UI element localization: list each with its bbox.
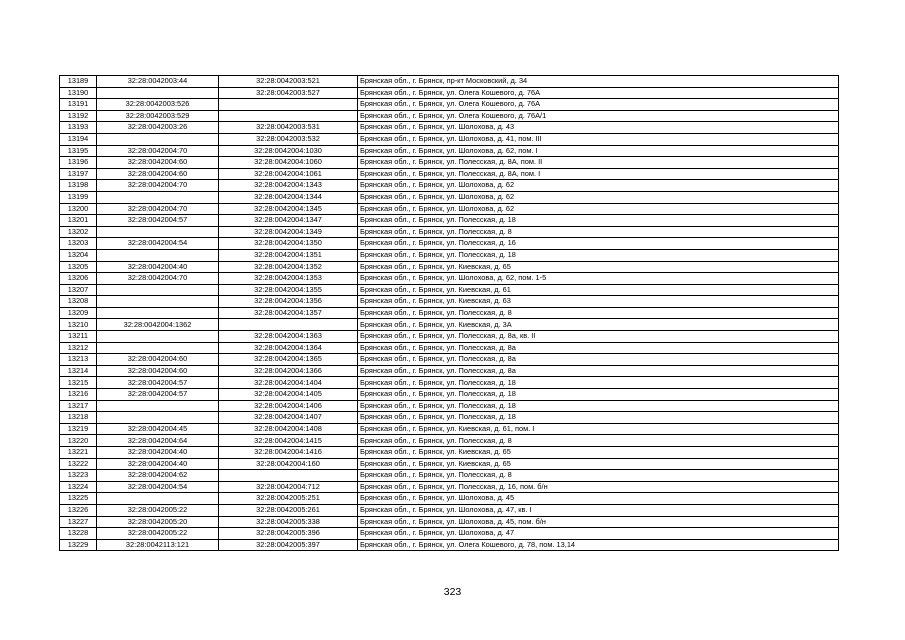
parent-cadastral-number-cell: 32:28:0042004:54 bbox=[97, 481, 219, 493]
cadastral-number-cell: 32:28:0042004:1356 bbox=[219, 296, 358, 308]
cadastral-number-cell: 32:28:0042004:1357 bbox=[219, 307, 358, 319]
address-cell: Брянская обл., г. Брянск, ул. Полесская, д. 16, пом. б/н bbox=[358, 481, 839, 493]
cadastral-number-cell: 32:28:0042004:1366 bbox=[219, 365, 358, 377]
row-number-cell: 13224 bbox=[60, 481, 97, 493]
row-number-cell: 13211 bbox=[60, 331, 97, 343]
row-number-cell: 13218 bbox=[60, 412, 97, 424]
row-number-cell: 13212 bbox=[60, 342, 97, 354]
row-number-cell: 13227 bbox=[60, 516, 97, 528]
cadastral-registry-table bbox=[59, 75, 839, 551]
table-row bbox=[60, 110, 839, 122]
table-row bbox=[60, 412, 839, 424]
row-number-cell: 13215 bbox=[60, 377, 97, 389]
table-row bbox=[60, 365, 839, 377]
parent-cadastral-number-cell: 32:28:0042004:70 bbox=[97, 203, 219, 215]
cadastral-number-cell: 32:28:0042005:396 bbox=[219, 528, 358, 540]
cadastral-number-cell: 32:28:0042004:1352 bbox=[219, 261, 358, 273]
table-row bbox=[60, 273, 839, 285]
parent-cadastral-number-cell: 32:28:0042004:1362 bbox=[97, 319, 219, 331]
parent-cadastral-number-cell bbox=[97, 296, 219, 308]
cadastral-number-cell: 32:28:0042003:532 bbox=[219, 133, 358, 145]
table-row bbox=[60, 528, 839, 540]
table-row bbox=[60, 296, 839, 308]
cadastral-number-cell: 32:28:0042004:1406 bbox=[219, 400, 358, 412]
address-cell: Брянская обл., г. Брянск, ул. Киевская, д. 3А bbox=[358, 319, 839, 331]
registry-table-body bbox=[60, 76, 839, 551]
row-number-cell: 13190 bbox=[60, 87, 97, 99]
cadastral-number-cell: 32:28:0042005:251 bbox=[219, 493, 358, 505]
cadastral-number-cell: 32:28:0042003:531 bbox=[219, 122, 358, 134]
address-cell: Брянская обл., г. Брянск, ул. Полесская, д. 8А, пом. I bbox=[358, 168, 839, 180]
cadastral-number-cell: 32:28:0042004:1407 bbox=[219, 412, 358, 424]
parent-cadastral-number-cell: 32:28:0042003:526 bbox=[97, 99, 219, 111]
row-number-cell: 13220 bbox=[60, 435, 97, 447]
parent-cadastral-number-cell: 32:28:0042004:60 bbox=[97, 157, 219, 169]
address-cell: Брянская обл., г. Брянск, ул. Полесская, д. 8а, кв. II bbox=[358, 331, 839, 343]
table-row bbox=[60, 331, 839, 343]
table-row bbox=[60, 539, 839, 551]
parent-cadastral-number-cell: 32:28:0042004:40 bbox=[97, 458, 219, 470]
cadastral-number-cell: 32:28:0042004:1355 bbox=[219, 284, 358, 296]
parent-cadastral-number-cell: 32:28:0042004:40 bbox=[97, 261, 219, 273]
address-cell: Брянская обл., г. Брянск, ул. Олега Кошевого, д. 76А bbox=[358, 99, 839, 111]
page-number: 323 bbox=[443, 586, 462, 598]
table-row bbox=[60, 168, 839, 180]
parent-cadastral-number-cell: 32:28:0042004:45 bbox=[97, 423, 219, 435]
address-cell: Брянская обл., г. Брянск, ул. Олега Кошевого, д. 76А bbox=[358, 87, 839, 99]
row-number-cell: 13206 bbox=[60, 273, 97, 285]
row-number-cell: 13217 bbox=[60, 400, 97, 412]
table-row bbox=[60, 76, 839, 88]
table-row bbox=[60, 122, 839, 134]
parent-cadastral-number-cell: 32:28:0042004:70 bbox=[97, 145, 219, 157]
row-number-cell: 13195 bbox=[60, 145, 97, 157]
address-cell: Брянская обл., г. Брянск, ул. Киевская, д. 65 bbox=[358, 447, 839, 459]
table-row bbox=[60, 145, 839, 157]
table-row bbox=[60, 180, 839, 192]
address-cell: Брянская обл., г. Брянск, ул. Полесская, д. 8А, пом. II bbox=[358, 157, 839, 169]
parent-cadastral-number-cell bbox=[97, 331, 219, 343]
parent-cadastral-number-cell: 32:28:0042003:44 bbox=[97, 76, 219, 88]
address-cell: Брянская обл., г. Брянск, пр-кт Московский, д. 34 bbox=[358, 76, 839, 88]
row-number-cell: 13228 bbox=[60, 528, 97, 540]
table-row bbox=[60, 99, 839, 111]
cadastral-number-cell: 32:28:0042004:712 bbox=[219, 481, 358, 493]
row-number-cell: 13209 bbox=[60, 307, 97, 319]
parent-cadastral-number-cell: 32:28:0042004:57 bbox=[97, 215, 219, 227]
address-cell: Брянская обл., г. Брянск, ул. Полесская, д. 18 bbox=[358, 389, 839, 401]
table-row bbox=[60, 133, 839, 145]
address-cell: Брянская обл., г. Брянск, ул. Полесская, д. 8а bbox=[358, 354, 839, 366]
table-row bbox=[60, 226, 839, 238]
address-cell: Брянская обл., г. Брянск, ул. Олега Кошевого, д. 78, пом. 13,14 bbox=[358, 539, 839, 551]
address-cell: Брянская обл., г. Брянск, ул. Полесская, д. 8 bbox=[358, 226, 839, 238]
parent-cadastral-number-cell: 32:28:0042004:70 bbox=[97, 273, 219, 285]
parent-cadastral-number-cell: 32:28:0042004:60 bbox=[97, 354, 219, 366]
row-number-cell: 13207 bbox=[60, 284, 97, 296]
table-row bbox=[60, 423, 839, 435]
cadastral-number-cell: 32:28:0042004:1363 bbox=[219, 331, 358, 343]
row-number-cell: 13196 bbox=[60, 157, 97, 169]
parent-cadastral-number-cell: 32:28:0042004:62 bbox=[97, 470, 219, 482]
table-row bbox=[60, 215, 839, 227]
address-cell: Брянская обл., г. Брянск, ул. Полесская, д. 8а bbox=[358, 342, 839, 354]
table-row bbox=[60, 481, 839, 493]
parent-cadastral-number-cell bbox=[97, 400, 219, 412]
address-cell: Брянская обл., г. Брянск, ул. Полесская, д. 18 bbox=[358, 215, 839, 227]
address-cell: Брянская обл., г. Брянск, ул. Шолохова, д. 62, пом. I bbox=[358, 145, 839, 157]
cadastral-number-cell: 32:28:0042004:1061 bbox=[219, 168, 358, 180]
address-cell: Брянская обл., г. Брянск, ул. Шолохова, д. 62 bbox=[358, 180, 839, 192]
row-number-cell: 13210 bbox=[60, 319, 97, 331]
row-number-cell: 13193 bbox=[60, 122, 97, 134]
cadastral-number-cell: 32:28:0042004:1416 bbox=[219, 447, 358, 459]
cadastral-number-cell: 32:28:0042003:521 bbox=[219, 76, 358, 88]
address-cell: Брянская обл., г. Брянск, ул. Шолохова, д. 43 bbox=[358, 122, 839, 134]
address-cell: Брянская обл., г. Брянск, ул. Шолохова, д. 47 bbox=[358, 528, 839, 540]
parent-cadastral-number-cell: 32:28:0042004:60 bbox=[97, 168, 219, 180]
table-row bbox=[60, 516, 839, 528]
row-number-cell: 13219 bbox=[60, 423, 97, 435]
cadastral-number-cell bbox=[219, 470, 358, 482]
table-row bbox=[60, 307, 839, 319]
address-cell: Брянская обл., г. Брянск, ул. Полесская, д. 8а bbox=[358, 365, 839, 377]
address-cell: Брянская обл., г. Брянск, ул. Шолохова, д. 47, кв. I bbox=[358, 504, 839, 516]
address-cell: Брянская обл., г. Брянск, ул. Полесская, д. 18 bbox=[358, 377, 839, 389]
row-number-cell: 13191 bbox=[60, 99, 97, 111]
address-cell: Брянская обл., г. Брянск, ул. Киевская, д. 61 bbox=[358, 284, 839, 296]
parent-cadastral-number-cell bbox=[97, 493, 219, 505]
cadastral-number-cell: 32:28:0042004:1349 bbox=[219, 226, 358, 238]
table-row bbox=[60, 400, 839, 412]
table-row bbox=[60, 342, 839, 354]
cadastral-number-cell: 32:28:0042005:397 bbox=[219, 539, 358, 551]
cadastral-number-cell: 32:28:0042004:1404 bbox=[219, 377, 358, 389]
cadastral-number-cell: 32:28:0042004:1347 bbox=[219, 215, 358, 227]
row-number-cell: 13214 bbox=[60, 365, 97, 377]
table-row bbox=[60, 284, 839, 296]
row-number-cell: 13189 bbox=[60, 76, 97, 88]
parent-cadastral-number-cell bbox=[97, 249, 219, 261]
parent-cadastral-number-cell: 32:28:0042004:64 bbox=[97, 435, 219, 447]
parent-cadastral-number-cell bbox=[97, 133, 219, 145]
cadastral-number-cell: 32:28:0042004:1364 bbox=[219, 342, 358, 354]
cadastral-number-cell: 32:28:0042004:1343 bbox=[219, 180, 358, 192]
parent-cadastral-number-cell: 32:28:0042004:60 bbox=[97, 365, 219, 377]
row-number-cell: 13208 bbox=[60, 296, 97, 308]
address-cell: Брянская обл., г. Брянск, ул. Шолохова, д. 62, пом. 1-5 bbox=[358, 273, 839, 285]
address-cell: Брянская обл., г. Брянск, ул. Шолохова, д. 62 bbox=[358, 203, 839, 215]
parent-cadastral-number-cell: 32:28:0042004:57 bbox=[97, 377, 219, 389]
address-cell: Брянская обл., г. Брянск, ул. Полесская, д. 8 bbox=[358, 435, 839, 447]
address-cell: Брянская обл., г. Брянск, ул. Полесская, д. 18 bbox=[358, 412, 839, 424]
row-number-cell: 13213 bbox=[60, 354, 97, 366]
address-cell: Брянская обл., г. Брянск, ул. Олега Кошевого, д. 76А/1 bbox=[358, 110, 839, 122]
row-number-cell: 13229 bbox=[60, 539, 97, 551]
table-row bbox=[60, 261, 839, 273]
address-cell: Брянская обл., г. Брянск, ул. Киевская, д. 63 bbox=[358, 296, 839, 308]
table-row bbox=[60, 493, 839, 505]
address-cell: Брянская обл., г. Брянск, ул. Полесская, д. 8 bbox=[358, 470, 839, 482]
address-cell: Брянская обл., г. Брянск, ул. Шолохова, д. 45, пом. б/н bbox=[358, 516, 839, 528]
parent-cadastral-number-cell bbox=[97, 87, 219, 99]
table-row bbox=[60, 435, 839, 447]
address-cell: Брянская обл., г. Брянск, ул. Киевская, д. 61, пом. I bbox=[358, 423, 839, 435]
row-number-cell: 13199 bbox=[60, 191, 97, 203]
row-number-cell: 13198 bbox=[60, 180, 97, 192]
cadastral-number-cell: 32:28:0042005:338 bbox=[219, 516, 358, 528]
row-number-cell: 13192 bbox=[60, 110, 97, 122]
cadastral-number-cell bbox=[219, 99, 358, 111]
cadastral-number-cell: 32:28:0042004:1344 bbox=[219, 191, 358, 203]
cadastral-number-cell: 32:28:0042004:1365 bbox=[219, 354, 358, 366]
parent-cadastral-number-cell: 32:28:0042005:22 bbox=[97, 504, 219, 516]
table-row bbox=[60, 191, 839, 203]
table-row bbox=[60, 157, 839, 169]
parent-cadastral-number-cell bbox=[97, 226, 219, 238]
row-number-cell: 13204 bbox=[60, 249, 97, 261]
cadastral-number-cell: 32:28:0042004:160 bbox=[219, 458, 358, 470]
cadastral-number-cell: 32:28:0042004:1350 bbox=[219, 238, 358, 250]
table-row bbox=[60, 203, 839, 215]
cadastral-number-cell: 32:28:0042004:1405 bbox=[219, 389, 358, 401]
row-number-cell: 13221 bbox=[60, 447, 97, 459]
parent-cadastral-number-cell: 32:28:0042004:40 bbox=[97, 447, 219, 459]
table-row bbox=[60, 458, 839, 470]
cadastral-number-cell: 32:28:0042004:1345 bbox=[219, 203, 358, 215]
table-row bbox=[60, 447, 839, 459]
table-row bbox=[60, 470, 839, 482]
row-number-cell: 13203 bbox=[60, 238, 97, 250]
parent-cadastral-number-cell: 32:28:0042005:20 bbox=[97, 516, 219, 528]
row-number-cell: 13223 bbox=[60, 470, 97, 482]
row-number-cell: 13194 bbox=[60, 133, 97, 145]
parent-cadastral-number-cell: 32:28:0042004:70 bbox=[97, 180, 219, 192]
parent-cadastral-number-cell: 32:28:0042004:57 bbox=[97, 389, 219, 401]
cadastral-number-cell: 32:28:0042004:1408 bbox=[219, 423, 358, 435]
cadastral-number-cell bbox=[219, 319, 358, 331]
cadastral-number-cell: 32:28:0042004:1415 bbox=[219, 435, 358, 447]
table-row bbox=[60, 319, 839, 331]
address-cell: Брянская обл., г. Брянск, ул. Полесская, д. 18 bbox=[358, 400, 839, 412]
parent-cadastral-number-cell bbox=[97, 284, 219, 296]
address-cell: Брянская обл., г. Брянск, ул. Полесская, д. 16 bbox=[358, 238, 839, 250]
address-cell: Брянская обл., г. Брянск, ул. Полесская, д. 18 bbox=[358, 249, 839, 261]
row-number-cell: 13222 bbox=[60, 458, 97, 470]
table-row bbox=[60, 504, 839, 516]
parent-cadastral-number-cell: 32:28:0042004:54 bbox=[97, 238, 219, 250]
table-row bbox=[60, 354, 839, 366]
address-cell: Брянская обл., г. Брянск, ул. Полесская, д. 8 bbox=[358, 307, 839, 319]
parent-cadastral-number-cell: 32:28:0042003:529 bbox=[97, 110, 219, 122]
parent-cadastral-number-cell bbox=[97, 342, 219, 354]
table-row bbox=[60, 389, 839, 401]
address-cell: Брянская обл., г. Брянск, ул. Киевская, д. 65 bbox=[358, 458, 839, 470]
cadastral-number-cell: 32:28:0042004:1060 bbox=[219, 157, 358, 169]
address-cell: Брянская обл., г. Брянск, ул. Шолохова, д. 45 bbox=[358, 493, 839, 505]
registry-sheet bbox=[59, 75, 838, 551]
parent-cadastral-number-cell: 32:28:0042005:22 bbox=[97, 528, 219, 540]
parent-cadastral-number-cell bbox=[97, 191, 219, 203]
row-number-cell: 13225 bbox=[60, 493, 97, 505]
table-row bbox=[60, 249, 839, 261]
row-number-cell: 13201 bbox=[60, 215, 97, 227]
parent-cadastral-number-cell: 32:28:0042113:121 bbox=[97, 539, 219, 551]
parent-cadastral-number-cell bbox=[97, 412, 219, 424]
cadastral-number-cell: 32:28:0042003:527 bbox=[219, 87, 358, 99]
address-cell: Брянская обл., г. Брянск, ул. Шолохова, д. 62 bbox=[358, 191, 839, 203]
cadastral-number-cell: 32:28:0042004:1353 bbox=[219, 273, 358, 285]
parent-cadastral-number-cell: 32:28:0042003:26 bbox=[97, 122, 219, 134]
cadastral-number-cell: 32:28:0042004:1030 bbox=[219, 145, 358, 157]
row-number-cell: 13202 bbox=[60, 226, 97, 238]
table-row bbox=[60, 87, 839, 99]
row-number-cell: 13205 bbox=[60, 261, 97, 273]
table-row bbox=[60, 377, 839, 389]
address-cell: Брянская обл., г. Брянск, ул. Шолохова, д. 41, пом. III bbox=[358, 133, 839, 145]
cadastral-number-cell: 32:28:0042005:261 bbox=[219, 504, 358, 516]
parent-cadastral-number-cell bbox=[97, 307, 219, 319]
row-number-cell: 13216 bbox=[60, 389, 97, 401]
row-number-cell: 13200 bbox=[60, 203, 97, 215]
cadastral-number-cell: 32:28:0042004:1351 bbox=[219, 249, 358, 261]
address-cell: Брянская обл., г. Брянск, ул. Киевская, д. 65 bbox=[358, 261, 839, 273]
row-number-cell: 13197 bbox=[60, 168, 97, 180]
table-row bbox=[60, 238, 839, 250]
row-number-cell: 13226 bbox=[60, 504, 97, 516]
cadastral-number-cell bbox=[219, 110, 358, 122]
